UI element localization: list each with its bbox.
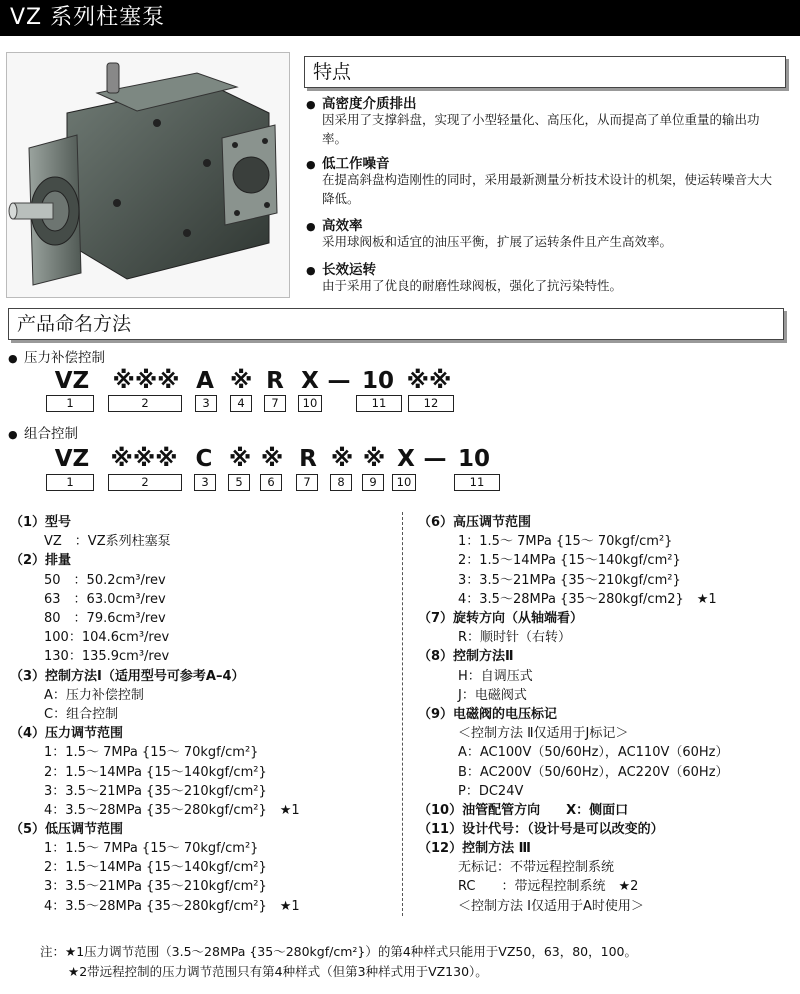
spec-item: 2：1.5～14MPa {15～140kgf/cm²} [44,860,267,875]
features-heading: 特点 [313,61,352,83]
code-box: 3 [195,395,217,412]
spec-item: 无标记：不带远程控制系统 [458,860,615,875]
spec-heading: （4）压力调节范围 [10,726,124,741]
code-char: ※ [330,446,354,472]
spec-item: 100：104.6cm³/rev [44,630,170,645]
spec-heading: （12）控制方法 Ⅲ [418,841,531,856]
naming-heading: 产品命名方法 [17,313,132,335]
code-box: 4 [230,395,252,412]
spec-item: 80 ：79.6cm³/rev [44,611,166,626]
spec-heading: （9）电磁阀的电压标记 [418,707,558,722]
spec-heading: （3）控制方法Ⅰ（适用型号可参考A–4） [10,669,245,684]
code-box: 2 [108,474,182,491]
code-char: ※※ [406,368,452,394]
spec-item: RC ：带远程控制系统 ★2 [458,879,639,894]
code-box: 1 [46,474,94,491]
spec-item: VZ ：VZ系列柱塞泵 [44,534,171,549]
code-box: 10 [392,474,416,491]
code-char: ※※※ [112,368,180,394]
feature-title: ● 低工作噪音 [306,152,390,172]
code-char: ※ [362,446,386,472]
code-box: 1 [46,395,94,412]
spec-item: J：电磁阀式 [458,688,527,703]
spec-item: P：DC24V [458,784,524,799]
spec-heading: （6）高压调节范围 [418,515,532,530]
code-box: 7 [296,474,318,491]
pressure-comp-label: ● 压力补偿控制 [8,346,105,366]
code-char: X [301,368,319,394]
spec-heading: （8）控制方法Ⅱ [418,649,514,664]
spec-heading: （11）设计代号：（设计号是可以改变的） [418,822,664,837]
code-char: — [423,446,447,472]
spec-item: 4：3.5～28MPa {35～280kgf/cm²} ★1 [44,899,300,914]
spec-item: H：自调压式 [458,669,533,684]
code-box: 9 [362,474,384,491]
spec-item: A：AC100V（50/60Hz），AC110V（60Hz） [458,745,729,760]
code-char: VZ [54,368,90,394]
code-box: 11 [454,474,500,491]
spec-item: 1：1.5～ 7MPa {15～ 70kgf/cm²} [44,841,259,856]
feature-desc: 由于采用了优良的耐磨性球阀板，强化了抗污染特性。 [322,278,623,293]
code-char: ※ [230,368,253,394]
code-char: 10 [361,368,394,394]
feature-title: ● 长效运转 [306,258,376,278]
spec-item: 130：135.9cm³/rev [44,649,170,664]
naming-heading-box [8,308,784,340]
spec-item: 2：1.5～14MPa {15～140kgf/cm²} [458,553,681,568]
spec-heading: （1）型号 [10,515,72,530]
column-divider [402,512,403,916]
spec-heading: （2）排量 [10,553,72,568]
code-char: ※ [260,446,284,472]
spec-item: 50 ：50.2cm³/rev [44,573,166,588]
footnote-2: ★2带远程控制的压力调节范围只有第4种样式（但第3种样式用于VZ130）。 [68,964,488,979]
spec-item: 1：1.5～ 7MPa {15～ 70kgf/cm²} [44,745,259,760]
spec-heading: （10）油管配管方向 X：侧面口 [418,803,629,818]
spec-heading: （5）低压调节范围 [10,822,124,837]
spec-item: 63 ：63.0cm³/rev [44,592,166,607]
code-box: 3 [194,474,216,491]
spec-heading: （7）旋转方向（从轴端看） [418,611,584,626]
spec-item: 3：3.5～21MPa {35～210kgf/cm²} [44,784,267,799]
feature-title: ● 高密度介质排出 [306,92,417,112]
pump-photo [6,52,290,298]
feature-title: ● 高效率 [306,214,363,234]
spec-item: 4：3.5～28MPa {35～280kgf/cm²} ★1 [44,803,300,818]
code-char: — [327,368,351,394]
code-box: 12 [408,395,454,412]
page-title-bar [0,0,800,36]
spec-item: 2：1.5～14MPa {15～140kgf/cm²} [44,765,267,780]
code-char: R [299,446,317,472]
spec-item: 1：1.5～ 7MPa {15～ 70kgf/cm²} [458,534,673,549]
code-char: A [196,368,214,394]
code-char: R [266,368,284,394]
spec-item: R：顺时针（右转） [458,630,572,645]
code-box: 2 [108,395,182,412]
code-char: ※※※ [110,446,178,472]
pump-illustration [7,53,289,297]
spec-item: A：压力补偿控制 [44,688,144,703]
code-char: 10 [457,446,490,472]
code-box: 6 [260,474,282,491]
footnote-1: 注：★1压力调节范围（3.5～28MPa {35～280kgf/cm²}）的第4种样式只能用于VZ50，63，80，100。 [40,944,637,959]
combined-label: ● 组合控制 [8,422,78,442]
feature-desc: 因采用了支撑斜盘，实现了小型轻量化、高压化，从而提高了单位重量的输出功率。 [322,112,760,146]
spec-item: ＜控制方法 Ⅱ仅适用于J标记＞ [458,726,629,741]
code-box: 11 [356,395,402,412]
code-box: 5 [228,474,250,491]
features-heading-box [304,56,786,88]
code-box: 10 [298,395,322,412]
feature-desc: 在提高斜盘构造刚性的同时，采用最新测量分析技术设计的机架，使运转噪音大大降低。 [322,172,773,206]
code-char: X [397,446,415,472]
code-box: 7 [264,395,286,412]
spec-item: C：组合控制 [44,707,119,722]
spec-item: B：AC200V（50/60Hz），AC220V（60Hz） [458,765,729,780]
spec-item: ＜控制方法 Ⅰ仅适用于A时使用＞ [458,899,644,914]
code-char: VZ [54,446,90,472]
page-title: VZ 系列柱塞泵 [10,5,166,30]
feature-desc: 采用球阀板和适宜的油压平衡，扩展了运转条件且产生高效率。 [322,234,673,249]
code-char: ※ [228,446,252,472]
spec-item: 3：3.5～21MPa {35～210kgf/cm²} [458,573,681,588]
spec-item: 3：3.5～21MPa {35～210kgf/cm²} [44,879,267,894]
spec-item: 4：3.5～28MPa {35～280kgf/cm2} ★1 [458,592,717,607]
code-char: C [195,446,213,472]
code-box: 8 [330,474,352,491]
